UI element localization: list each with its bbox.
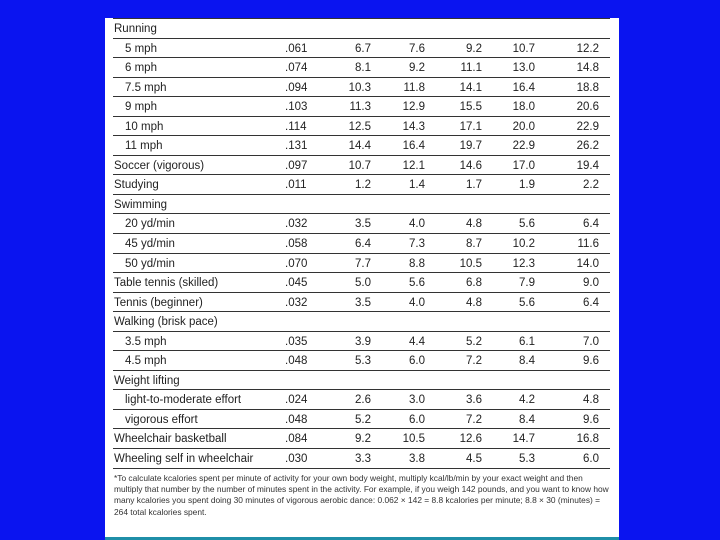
kcal-value-cell: 6.7 bbox=[355, 42, 371, 55]
activity-cell: 5 mph bbox=[125, 42, 157, 55]
kcal-value-cell: 5.3 bbox=[355, 355, 371, 368]
activity-cell: light-to-moderate effort bbox=[125, 394, 242, 407]
kcal-value-cell: 7.3 bbox=[409, 238, 425, 251]
kcal-per-lb-cell: .058 bbox=[285, 238, 308, 251]
kcal-value-cell: 7.7 bbox=[355, 257, 371, 270]
kcal-value-cell: 14.0 bbox=[576, 257, 599, 270]
kcal-value-cell: 19.4 bbox=[576, 159, 599, 172]
kcal-value-cell: 7.0 bbox=[583, 335, 599, 348]
kcal-value-cell: 4.8 bbox=[466, 218, 482, 231]
table-row bbox=[113, 214, 610, 234]
kcal-value-cell: 9.2 bbox=[355, 433, 371, 446]
kcal-value-cell: 8.4 bbox=[519, 355, 535, 368]
kcal-per-lb-cell: .103 bbox=[285, 101, 308, 114]
table-row bbox=[113, 254, 610, 274]
activity-cell: 3.5 mph bbox=[125, 335, 167, 348]
kcal-value-cell: 12.6 bbox=[459, 433, 482, 446]
kcal-per-lb-cell: .114 bbox=[285, 120, 307, 133]
kcal-value-cell: 9.6 bbox=[583, 413, 599, 426]
kcal-value-cell: 9.0 bbox=[583, 277, 599, 290]
kcal-value-cell: 5.2 bbox=[466, 335, 482, 348]
kcal-value-cell: 3.8 bbox=[409, 453, 425, 466]
kcal-value-cell: 4.2 bbox=[519, 394, 535, 407]
table-row bbox=[113, 351, 610, 371]
kcal-per-lb-cell: .084 bbox=[285, 433, 308, 446]
calorie-table bbox=[113, 18, 610, 469]
kcal-value-cell: 9.2 bbox=[466, 42, 482, 55]
kcal-value-cell: 12.9 bbox=[402, 101, 425, 114]
kcal-value-cell: 6.1 bbox=[519, 335, 535, 348]
activity-cell: Weight lifting bbox=[114, 374, 180, 387]
table-row bbox=[113, 234, 610, 254]
kcal-value-cell: 6.8 bbox=[466, 277, 482, 290]
table-row bbox=[113, 78, 610, 98]
kcal-value-cell: 10.5 bbox=[402, 433, 425, 446]
kcal-value-cell: 16.4 bbox=[512, 81, 535, 94]
kcal-value-cell: 7.9 bbox=[519, 277, 535, 290]
kcal-value-cell: 16.8 bbox=[576, 433, 599, 446]
activity-cell: 11 mph bbox=[125, 140, 163, 153]
kcal-value-cell: 5.2 bbox=[355, 413, 371, 426]
kcal-value-cell: 3.9 bbox=[355, 335, 371, 348]
kcal-value-cell: 5.0 bbox=[355, 277, 371, 290]
kcal-value-cell: 18.8 bbox=[576, 81, 599, 94]
kcal-value-cell: 7.2 bbox=[466, 355, 482, 368]
kcal-value-cell: 10.3 bbox=[348, 81, 371, 94]
kcal-value-cell: 6.4 bbox=[583, 218, 599, 231]
footnote: *To calculate kcalories spent per minute of activity for your own body weight, multiply kcal/lb/min by your exact weight and then multiply that number by the number of minutes spent in the activity. For example, if you weigh 142 pounds, and you want to know how many kcalories you spent doing 30 minutes of vigorous aerobic dance: 0.062 × 142 = 8.8 kcalories per minute; 8.8 × 30 (minutes) = 264 total kcalories spent. bbox=[114, 473, 609, 517]
kcal-value-cell: 4.8 bbox=[466, 296, 482, 309]
kcal-value-cell: 14.8 bbox=[576, 62, 599, 75]
kcal-value-cell: 3.5 bbox=[355, 296, 371, 309]
activity-cell: 9 mph bbox=[125, 101, 157, 114]
kcal-value-cell: 14.1 bbox=[459, 81, 482, 94]
table-row bbox=[113, 195, 610, 215]
kcal-per-lb-cell: .070 bbox=[285, 257, 308, 270]
kcal-value-cell: 9.6 bbox=[583, 355, 599, 368]
table-row bbox=[113, 410, 610, 430]
kcal-value-cell: 5.6 bbox=[519, 296, 535, 309]
kcal-value-cell: 11.3 bbox=[349, 101, 371, 114]
kcal-value-cell: 2.2 bbox=[583, 179, 599, 192]
kcal-per-lb-cell: .011 bbox=[285, 179, 307, 192]
kcal-value-cell: 6.4 bbox=[583, 296, 599, 309]
table-row bbox=[113, 429, 610, 449]
kcal-value-cell: 1.2 bbox=[355, 179, 371, 192]
kcal-value-cell: 5.6 bbox=[519, 218, 535, 231]
kcal-value-cell: 8.8 bbox=[409, 257, 425, 270]
kcal-value-cell: 4.0 bbox=[409, 296, 425, 309]
table-row bbox=[113, 371, 610, 391]
kcal-value-cell: 22.9 bbox=[512, 140, 535, 153]
kcal-per-lb-cell: .045 bbox=[285, 277, 308, 290]
kcal-value-cell: 11.6 bbox=[577, 238, 599, 251]
kcal-value-cell: 6.4 bbox=[355, 238, 371, 251]
activity-cell: 20 yd/min bbox=[125, 218, 175, 231]
kcal-value-cell: 12.3 bbox=[512, 257, 535, 270]
kcal-value-cell: 4.5 bbox=[466, 453, 482, 466]
kcal-value-cell: 2.6 bbox=[355, 394, 371, 407]
kcal-value-cell: 3.6 bbox=[466, 394, 482, 407]
activity-cell: Wheeling self in wheelchair bbox=[114, 453, 254, 466]
kcal-value-cell: 3.0 bbox=[409, 394, 425, 407]
kcal-value-cell: 10.7 bbox=[348, 159, 371, 172]
activity-cell: Studying bbox=[114, 179, 159, 192]
activity-cell: Walking (brisk pace) bbox=[114, 316, 218, 329]
kcal-value-cell: 6.0 bbox=[409, 355, 425, 368]
table-row bbox=[113, 19, 610, 39]
kcal-value-cell: 1.9 bbox=[519, 179, 535, 192]
kcal-value-cell: 7.2 bbox=[466, 413, 482, 426]
kcal-value-cell: 6.0 bbox=[583, 453, 599, 466]
kcal-value-cell: 11.8 bbox=[403, 81, 425, 94]
kcal-value-cell: 3.3 bbox=[355, 453, 371, 466]
kcal-per-lb-cell: .131 bbox=[285, 140, 308, 153]
kcal-per-lb-cell: .097 bbox=[285, 159, 308, 172]
activity-cell: 45 yd/min bbox=[125, 238, 175, 251]
table-row bbox=[113, 390, 610, 410]
table-row bbox=[113, 97, 610, 117]
kcal-value-cell: 14.3 bbox=[402, 120, 425, 133]
kcal-value-cell: 17.1 bbox=[459, 120, 482, 133]
kcal-value-cell: 18.0 bbox=[512, 101, 535, 114]
kcal-value-cell: 20.6 bbox=[576, 101, 599, 114]
table-row bbox=[113, 332, 610, 352]
kcal-per-lb-cell: .032 bbox=[285, 218, 308, 231]
kcal-per-lb-cell: .035 bbox=[285, 335, 308, 348]
activity-cell: 50 yd/min bbox=[125, 257, 175, 270]
kcal-value-cell: 3.5 bbox=[355, 218, 371, 231]
kcal-value-cell: 1.7 bbox=[466, 179, 482, 192]
kcal-value-cell: 1.4 bbox=[409, 179, 425, 192]
activity-cell: vigorous effort bbox=[125, 413, 198, 426]
document-page bbox=[105, 18, 619, 540]
kcal-value-cell: 4.0 bbox=[409, 218, 425, 231]
table-row bbox=[113, 156, 610, 176]
kcal-value-cell: 12.1 bbox=[402, 159, 425, 172]
activity-cell: 4.5 mph bbox=[125, 355, 167, 368]
table-row bbox=[113, 312, 610, 332]
activity-cell: 6 mph bbox=[125, 62, 157, 75]
kcal-per-lb-cell: .024 bbox=[285, 394, 308, 407]
activity-cell: Soccer (vigorous) bbox=[114, 159, 205, 172]
activity-cell: Table tennis (skilled) bbox=[114, 277, 219, 290]
kcal-value-cell: 26.2 bbox=[576, 140, 599, 153]
kcal-value-cell: 7.6 bbox=[409, 42, 425, 55]
kcal-value-cell: 14.7 bbox=[512, 433, 535, 446]
kcal-value-cell: 4.4 bbox=[409, 335, 425, 348]
kcal-per-lb-cell: .094 bbox=[285, 81, 308, 94]
table-row bbox=[113, 293, 610, 313]
kcal-per-lb-cell: .048 bbox=[285, 413, 308, 426]
kcal-per-lb-cell: .030 bbox=[285, 453, 308, 466]
kcal-value-cell: 4.8 bbox=[583, 394, 599, 407]
activity-cell: 7.5 mph bbox=[125, 81, 167, 94]
table-row bbox=[113, 117, 610, 137]
kcal-value-cell: 10.5 bbox=[459, 257, 482, 270]
table-row bbox=[113, 39, 610, 59]
kcal-value-cell: 6.0 bbox=[409, 413, 425, 426]
table-row bbox=[113, 449, 610, 469]
kcal-per-lb-cell: .074 bbox=[285, 62, 308, 75]
kcal-value-cell: 17.0 bbox=[512, 159, 535, 172]
kcal-value-cell: 5.6 bbox=[409, 277, 425, 290]
table-row bbox=[113, 175, 610, 195]
activity-cell: Running bbox=[114, 23, 157, 35]
kcal-value-cell: 22.9 bbox=[576, 120, 599, 133]
kcal-per-lb-cell: .048 bbox=[285, 355, 308, 368]
kcal-value-cell: 14.6 bbox=[459, 159, 482, 172]
kcal-value-cell: 9.2 bbox=[409, 62, 425, 75]
kcal-value-cell: 13.0 bbox=[512, 62, 535, 75]
table-row bbox=[113, 58, 610, 78]
table-row bbox=[113, 136, 610, 156]
activity-cell: Wheelchair basketball bbox=[114, 433, 227, 446]
activity-cell: Swimming bbox=[114, 198, 168, 211]
kcal-value-cell: 10.7 bbox=[512, 42, 535, 55]
kcal-value-cell: 8.4 bbox=[519, 413, 535, 426]
kcal-value-cell: 5.3 bbox=[519, 453, 535, 466]
activity-cell: 10 mph bbox=[125, 120, 164, 133]
kcal-value-cell: 19.7 bbox=[459, 140, 482, 153]
kcal-value-cell: 10.2 bbox=[512, 238, 535, 251]
kcal-value-cell: 12.2 bbox=[576, 42, 599, 55]
table-row bbox=[113, 273, 610, 293]
kcal-value-cell: 8.1 bbox=[355, 62, 371, 75]
kcal-per-lb-cell: .032 bbox=[285, 296, 308, 309]
kcal-value-cell: 11.1 bbox=[460, 62, 482, 75]
kcal-value-cell: 16.4 bbox=[402, 140, 425, 153]
kcal-value-cell: 14.4 bbox=[348, 140, 371, 153]
activity-cell: Tennis (beginner) bbox=[114, 296, 203, 309]
kcal-value-cell: 12.5 bbox=[348, 120, 371, 133]
kcal-value-cell: 8.7 bbox=[466, 238, 482, 251]
kcal-value-cell: 20.0 bbox=[512, 120, 535, 133]
kcal-per-lb-cell: .061 bbox=[285, 42, 308, 55]
kcal-value-cell: 15.5 bbox=[459, 101, 482, 114]
